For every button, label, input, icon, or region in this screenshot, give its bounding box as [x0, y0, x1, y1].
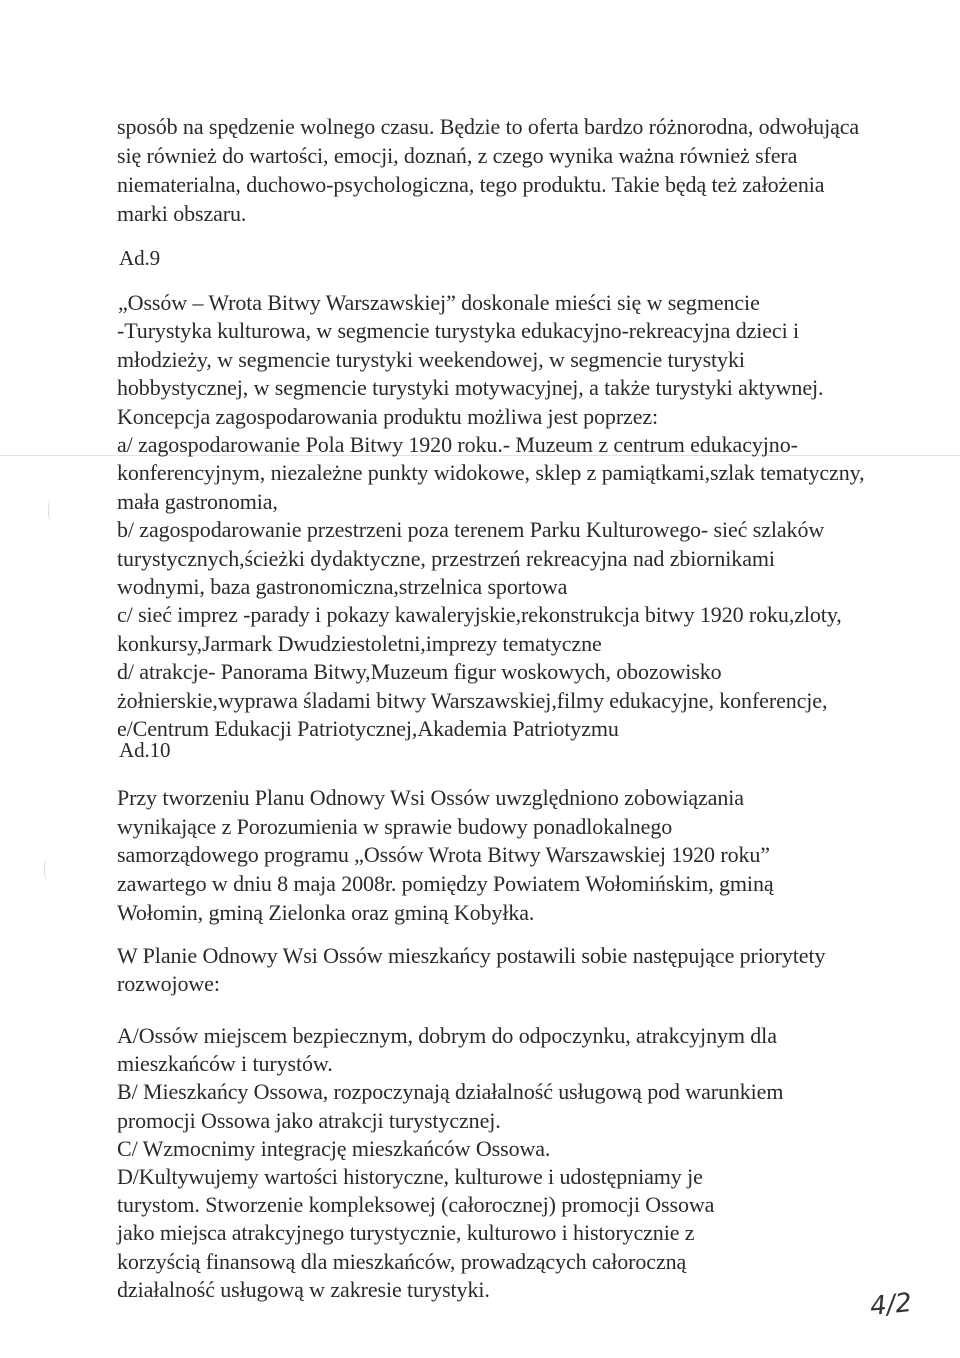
- text-line: młodzieży, w segmencie turystyki weekendowej, w segmencie turystyki: [117, 346, 745, 372]
- text-line: „Ossów – Wrota Bitwy Warszawskiej” doskonale mieści się w segmencie: [118, 290, 760, 315]
- text-line: hobbystycznej, w segmencie turystyki motywacyjnej, a także turystyki aktywnej.: [117, 375, 824, 401]
- text-line: d/ atrakcje- Panorama Bitwy,Muzeum figur woskowych, obozowisko: [117, 659, 722, 685]
- text-line: się również do wartości, emocji, doznań, z czego wynika ważna również sfera: [117, 143, 798, 168]
- text-line: turystom. Stworzenie kompleksowej (całorocznej) promocji Ossowa: [117, 1192, 715, 1218]
- text-line: e/Centrum Edukacji Patriotycznej,Akademia Patriotyzmu: [117, 716, 619, 741]
- text-line: W Planie Odnowy Wsi Ossów mieszkańcy postawili sobie następujące priorytety: [117, 943, 826, 968]
- text-line: Koncepcja zagospodarowania produktu możliwa jest poprzez:: [117, 403, 659, 429]
- text-line: wodnymi, baza gastronomiczna,strzelnica sportowa: [117, 574, 568, 599]
- handwritten-page-mark: 4/2: [868, 1287, 914, 1323]
- text-line: działalność usługową w zakresie turystyki.: [117, 1276, 490, 1302]
- text-line: mała gastronomia,: [117, 488, 278, 514]
- text-line: b/ zagospodarowanie przestrzeni poza terenem Parku Kulturowego- sieć szlaków: [117, 517, 825, 543]
- section-heading-ad10: Ad.10: [119, 738, 171, 762]
- text-line: konkursy,Jarmark Dwudziestoletni,imprezy tematyczne: [117, 630, 602, 656]
- text-line: rozwojowe:: [117, 971, 220, 996]
- text-line: zawartego w dniu 8 maja 2008r. pomiędzy Powiatem Wołomińskim, gminą: [117, 871, 774, 897]
- text-line: -Turystyka kulturowa, w segmencie turystyka edukacyjno-rekreacyjna dzieci i: [117, 318, 800, 344]
- text-line: B/ Mieszkańcy Ossowa, rozpoczynają działalność usługową pod warunkiem: [117, 1079, 784, 1105]
- text-line: sposób na spędzenie wolnego czasu. Będzie to oferta bardzo różnorodna, odwołująca: [117, 114, 860, 139]
- text-line: mieszkańców i turystów.: [117, 1051, 333, 1077]
- text-line: turystycznych,ścieżki dydaktyczne, przestrzeń rekreacyjna nad zbiornikami: [117, 545, 775, 571]
- text-line: niematerialna, duchowo-psychologiczna, tego produktu. Takie będą też założenia: [117, 172, 825, 197]
- text-line: D/Kultywujemy wartości historyczne, kulturowe i udostępniamy je: [117, 1164, 703, 1189]
- text-line: promocji Ossowa jako atrakcji turystycznej.: [117, 1107, 501, 1133]
- text-line: korzyścią finansową dla mieszkańców, prowadzących całoroczną: [117, 1248, 687, 1274]
- scan-artifact-mark: [48, 500, 53, 522]
- text-line: marki obszaru.: [117, 201, 247, 226]
- text-line: żołnierskie,wyprawa śladami bitwy Warszawskiej,filmy edukacyjne, konferencje,: [117, 687, 828, 713]
- section-heading-ad9: Ad.9: [119, 246, 161, 270]
- text-line: konferencyjnym, niezależne punkty widokowe, sklep z pamiątkami,szlak tematyczny,: [117, 460, 865, 486]
- text-line: Przy tworzeniu Planu Odnowy Wsi Ossów uwzględniono zobowiązania: [117, 785, 744, 810]
- text-line: c/ sieć imprez -parady i pokazy kawaleryjskie,rekonstrukcja bitwy 1920 roku,zloty,: [117, 602, 842, 628]
- text-line: C/ Wzmocnimy integrację mieszkańców Ossowa.: [117, 1135, 551, 1161]
- scan-artifact-mark: [44, 858, 49, 880]
- text-line: samorządowego programu „Ossów Wrota Bitwy Warszawskiej 1920 roku”: [117, 842, 770, 868]
- text-line: wynikające z Porozumienia w sprawie budowy ponadlokalnego: [117, 813, 673, 839]
- text-line: A/Ossów miejscem bezpiecznym, dobrym do odpoczynku, atrakcyjnym dla: [117, 1023, 777, 1048]
- text-line: jako miejsca atrakcyjnego turystycznie, kulturowo i historycznie z: [117, 1220, 695, 1246]
- text-line: a/ zagospodarowanie Pola Bitwy 1920 roku.- Muzeum z centrum edukacyjno-: [117, 432, 798, 457]
- text-line: Wołomin, gminą Zielonka oraz gminą Kobyłka.: [117, 899, 535, 925]
